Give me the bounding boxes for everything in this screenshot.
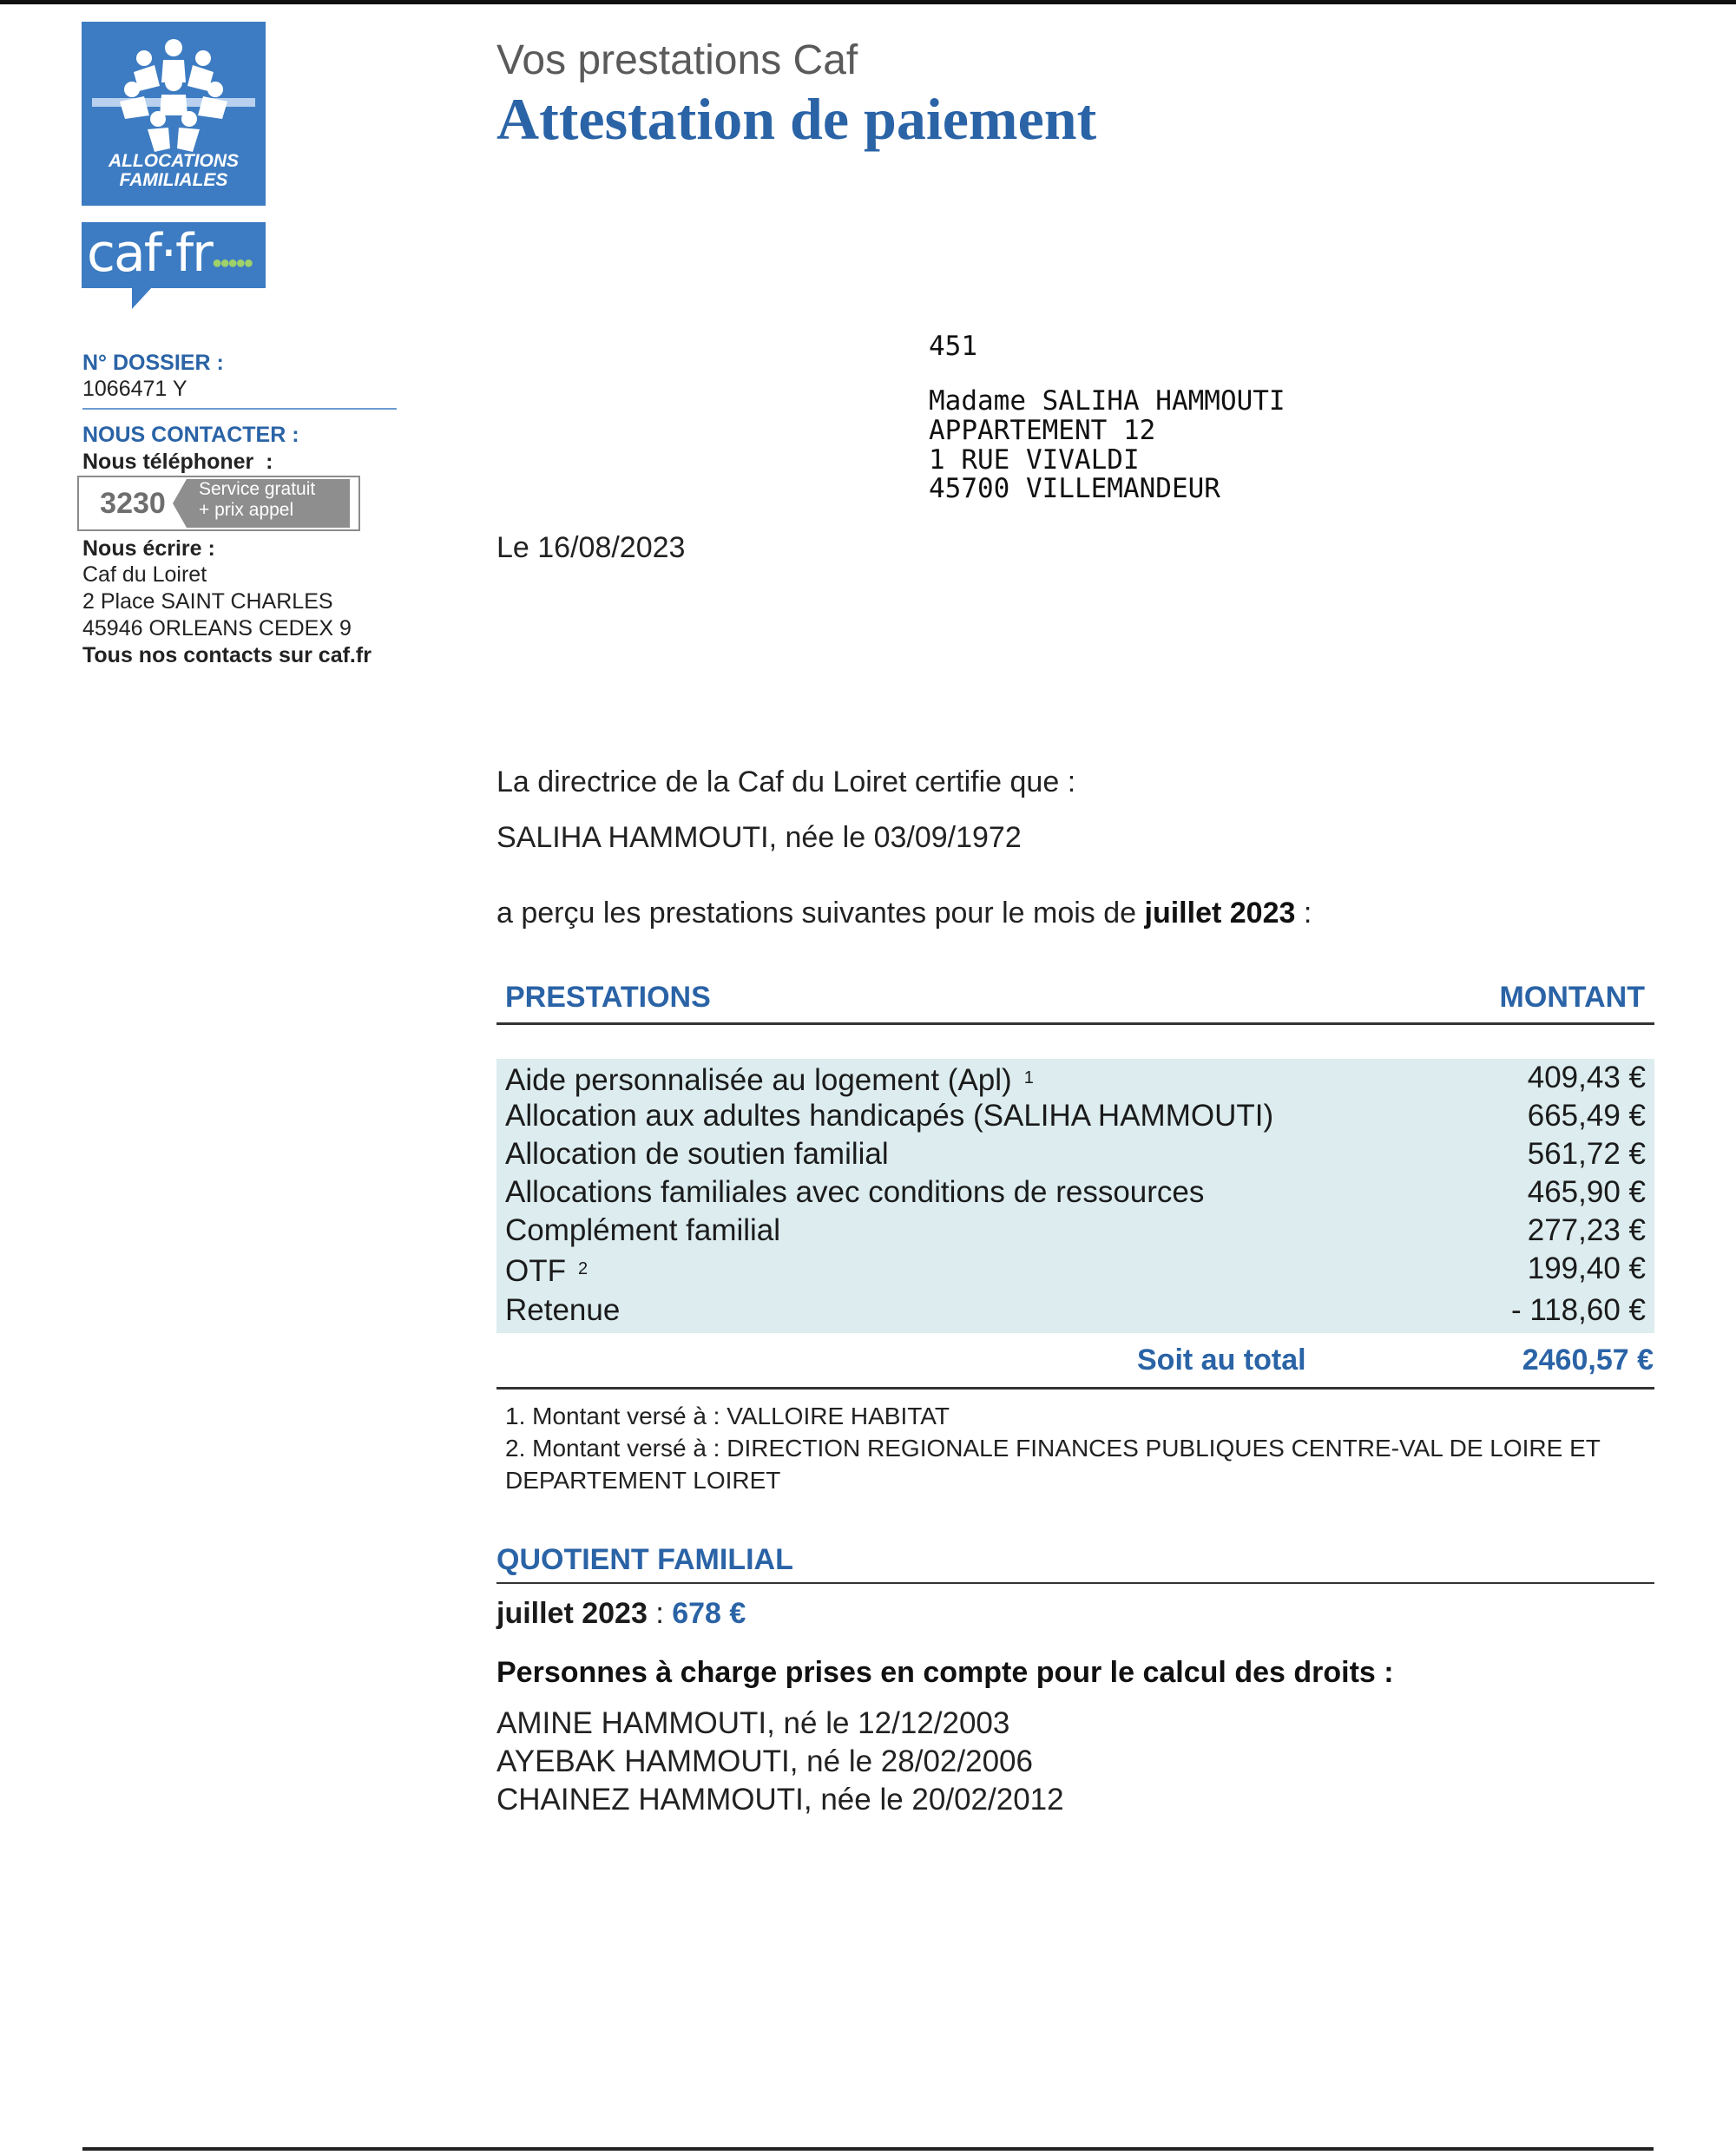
logo-line1: ALLOCATIONS bbox=[108, 151, 240, 171]
row-label: Allocation aux adultes handicapés (SALIHA HAMMOUTI) bbox=[505, 1099, 1274, 1133]
total-amount: 2460,57 € bbox=[1522, 1344, 1654, 1376]
quotient-value: 678 € bbox=[672, 1597, 746, 1630]
caf-fr-text: caf·fr bbox=[87, 223, 212, 284]
quotient-rule bbox=[496, 1582, 1654, 1584]
dossier-number: 1066471 Y bbox=[82, 377, 187, 401]
certify-line3 bbox=[496, 897, 1312, 930]
recipient-line2: APPARTEMENT 12 bbox=[929, 415, 1156, 446]
dependent-item: AMINE HAMMOUTI, né le 12/12/2003 bbox=[496, 1706, 1010, 1740]
recipient-line3: 1 RUE VIVALDI bbox=[929, 444, 1140, 476]
dependent-item: CHAINEZ HAMMOUTI, née le 20/02/2012 bbox=[496, 1783, 1064, 1817]
table-row bbox=[496, 1250, 1654, 1288]
all-contacts-link[interactable]: Tous nos contacts sur caf.fr bbox=[82, 643, 372, 667]
green-dots-icon: ●●●●● bbox=[212, 253, 252, 273]
phone-number-box[interactable] bbox=[77, 476, 360, 531]
recipient-code: 451 bbox=[929, 331, 977, 362]
dependents-heading: Personnes à charge prises en compte pour le calcul des droits : bbox=[496, 1656, 1394, 1689]
footnote-1: 1. Montant versé à : VALLOIRE HABITAT bbox=[505, 1403, 950, 1429]
phone-label bbox=[82, 450, 273, 475]
row-amount: 199,40 € bbox=[1527, 1252, 1646, 1285]
footnote-2a: 2. Montant versé à : DIRECTION REGIONALE FINANCES PUBLIQUES CENTRE-VAL DE LOIRE ET bbox=[505, 1435, 1601, 1462]
left-separator bbox=[82, 408, 397, 410]
table-row bbox=[496, 1212, 1654, 1250]
dependent-item: AYEBAK HAMMOUTI, né le 28/02/2006 bbox=[496, 1744, 1033, 1778]
quotient-month: juillet 2023 bbox=[496, 1597, 648, 1630]
phone-tag-line1: Service gratuit bbox=[199, 479, 316, 499]
footnote-marker: 1 bbox=[1023, 1068, 1034, 1087]
table-row bbox=[496, 1059, 1654, 1097]
total-label: Soit au total bbox=[1137, 1344, 1306, 1376]
logo-line2: FAMILIALES bbox=[119, 170, 228, 190]
phone-tag bbox=[187, 479, 350, 528]
phone-label-colon: : bbox=[266, 450, 273, 474]
certify-line2: SALIHA HAMMOUTI, née le 03/09/1972 bbox=[496, 821, 1022, 854]
dossier-label: N° DOSSIER : bbox=[82, 351, 224, 375]
recipient-line1: Madame SALIHA HAMMOUTI bbox=[929, 385, 1286, 417]
page-pretitle: Vos prestations Caf bbox=[496, 37, 858, 83]
footnote-marker: 2 bbox=[577, 1259, 589, 1278]
quotient-line bbox=[496, 1597, 746, 1631]
table-row bbox=[496, 1173, 1654, 1212]
row-label: Aide personnalisée au logement (Apl) $^1$ bbox=[505, 1063, 1034, 1097]
contact-label: NOUS CONTACTER : bbox=[82, 423, 299, 447]
speech-tail-icon bbox=[132, 286, 153, 309]
caf-address-3: 45946 ORLEANS CEDEX 9 bbox=[82, 616, 352, 641]
certify-suffix: : bbox=[1303, 897, 1312, 930]
row-label: Allocations familiales avec conditions de ressources bbox=[505, 1175, 1205, 1209]
phone-tag-line2: + prix appel bbox=[199, 500, 294, 520]
row-label: Retenue bbox=[505, 1293, 621, 1327]
row-label: Allocation de soutien familial bbox=[505, 1137, 889, 1171]
row-amount: 665,49 € bbox=[1527, 1099, 1646, 1133]
phone-label-text: Nous téléphoner bbox=[82, 450, 254, 474]
row-label: Complément familial bbox=[505, 1213, 781, 1247]
prestations-table bbox=[496, 1059, 1654, 1333]
row-amount: 465,90 € bbox=[1527, 1175, 1646, 1209]
quotient-heading: QUOTIENT FAMILIAL bbox=[496, 1543, 793, 1576]
col-prestations: PRESTATIONS bbox=[505, 981, 711, 1014]
row-amount: - 118,60 € bbox=[1510, 1293, 1646, 1327]
recipient-line4: 45700 VILLEMANDEUR bbox=[929, 473, 1220, 504]
table-row bbox=[496, 1135, 1654, 1173]
caf-fr-logo bbox=[82, 222, 266, 288]
certify-line1: La directrice de la Caf du Loiret certifie que : bbox=[496, 765, 1076, 798]
page-title: Attestation de paiement bbox=[496, 86, 1097, 152]
caf-address-1: Caf du Loiret bbox=[82, 562, 207, 587]
table-total-rule bbox=[496, 1387, 1654, 1390]
phone-number[interactable]: 3230 bbox=[100, 487, 166, 520]
certify-month: juillet 2023 bbox=[1144, 897, 1296, 930]
caf-logo bbox=[82, 22, 266, 206]
table-row bbox=[496, 1291, 1654, 1330]
table-row bbox=[496, 1097, 1654, 1135]
row-amount: 409,43 € bbox=[1527, 1061, 1646, 1094]
row-label: OTF $^2$ bbox=[505, 1254, 589, 1288]
certify-prefix: a perçu les prestations suivantes pour le mois de bbox=[496, 897, 1137, 930]
quotient-sep: : bbox=[647, 1597, 673, 1630]
row-amount: 277,23 € bbox=[1527, 1213, 1646, 1247]
footnote-2b: DEPARTEMENT LOIRET bbox=[505, 1467, 781, 1494]
caf-address-2: 2 Place SAINT CHARLES bbox=[82, 589, 333, 614]
col-montant: MONTANT bbox=[1499, 981, 1645, 1014]
write-label: Nous écrire : bbox=[82, 536, 215, 561]
table-header-rule bbox=[496, 1022, 1654, 1025]
bottom-rule bbox=[82, 2147, 1654, 2151]
row-amount: 561,72 € bbox=[1527, 1137, 1646, 1171]
top-border bbox=[0, 0, 1736, 4]
document-date: Le 16/08/2023 bbox=[496, 531, 686, 564]
